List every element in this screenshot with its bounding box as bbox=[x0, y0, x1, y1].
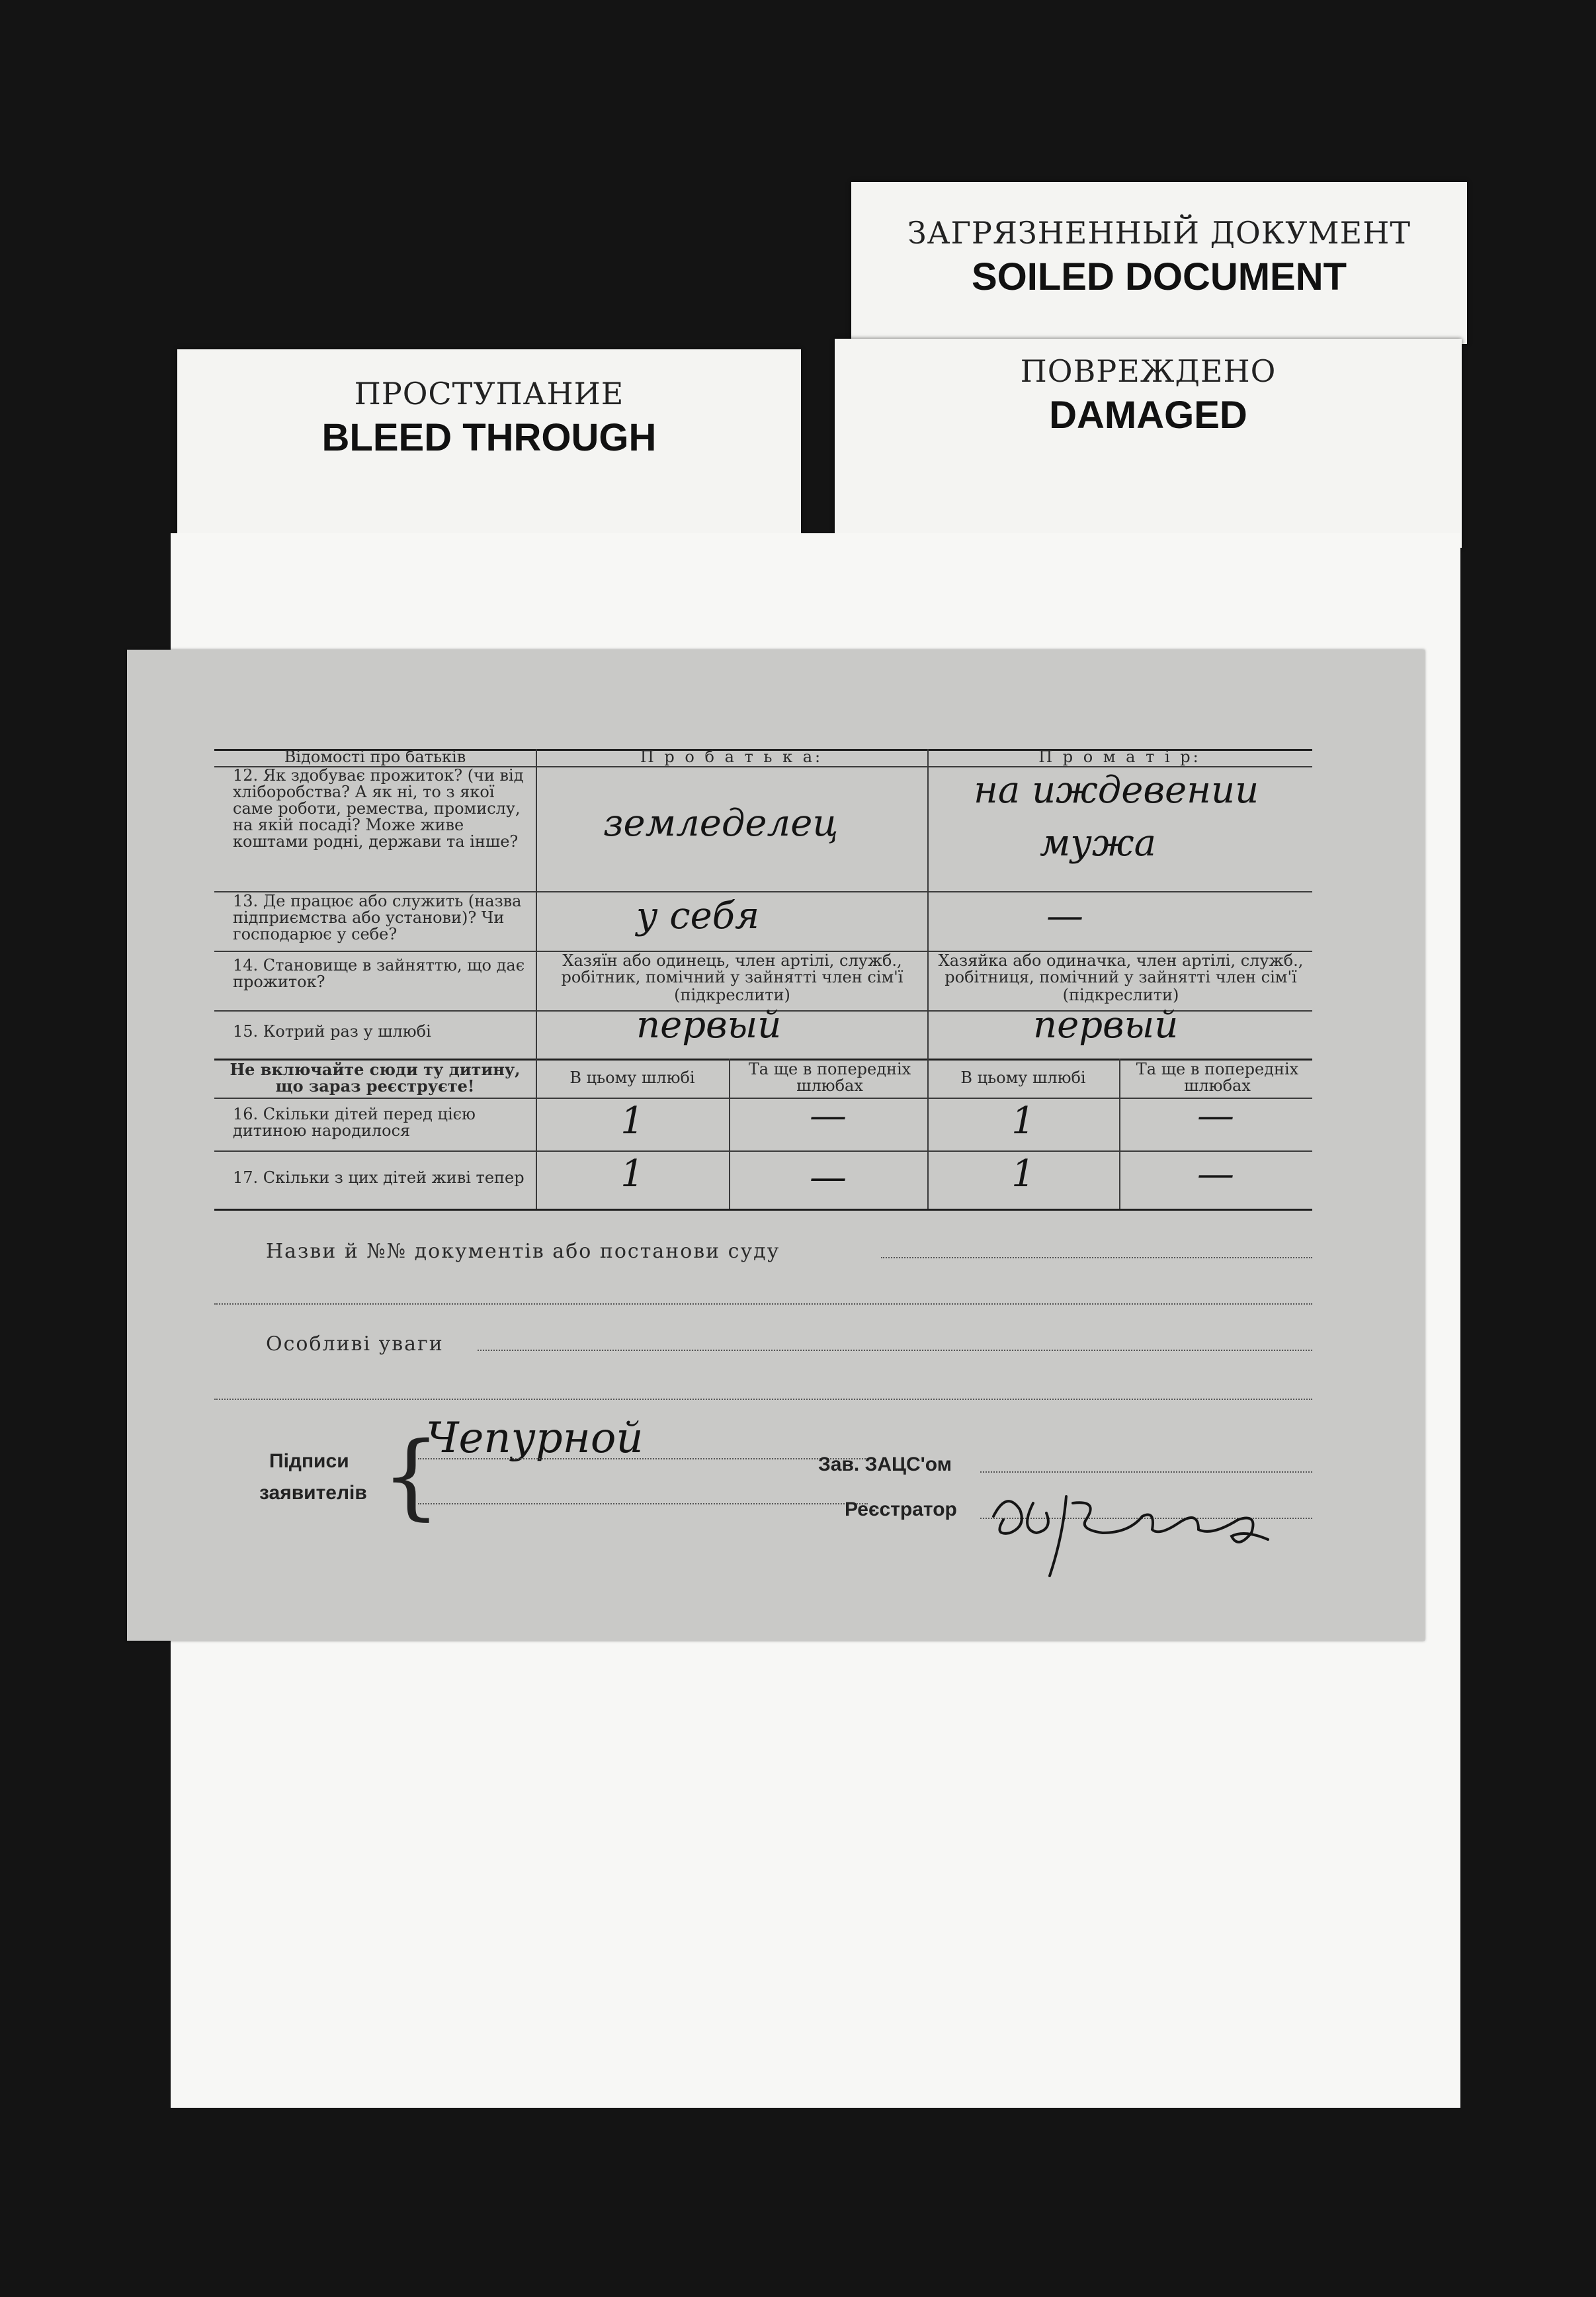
answer-17-mother-prev: — bbox=[1197, 1152, 1234, 1195]
answer-12-mother-1: на иждевении bbox=[974, 769, 1259, 812]
applicant-signature: Чепурной bbox=[426, 1414, 644, 1463]
answer-12-father: земледелец bbox=[603, 802, 839, 845]
bleed-tab-en: BLEED THROUGH bbox=[321, 416, 657, 459]
answer-14-father-note: (підкреслити) bbox=[674, 986, 790, 1004]
answer-16-father-prev: — bbox=[810, 1094, 847, 1137]
answer-14-mother-note: (підкреслити) bbox=[1062, 986, 1179, 1004]
header-mother: П р о м а т і р: bbox=[1038, 748, 1201, 766]
soiled-document-tab bbox=[851, 182, 1467, 344]
answer-17-father-prev: — bbox=[810, 1156, 847, 1199]
signatures-label-2: заявителів bbox=[259, 1482, 367, 1504]
soiled-tab-en: SOILED DOCUMENT bbox=[971, 255, 1347, 298]
form-card bbox=[127, 650, 1425, 1641]
head-label: Зав. ЗАЦС'ом bbox=[818, 1453, 952, 1475]
question-15: 15. Котрий раз у шлюбі bbox=[233, 1022, 431, 1041]
answer-16-mother-prev: — bbox=[1197, 1094, 1234, 1137]
soiled-tab-ru: ЗАГРЯЗНЕННЫЙ ДОКУМЕНТ bbox=[907, 215, 1411, 251]
father-this-marriage-header: В цьому шлюбі bbox=[569, 1068, 695, 1087]
bleed-tab-ru: ПРОСТУПАНИЕ bbox=[354, 376, 624, 412]
signatures-label-1: Підписи bbox=[269, 1450, 349, 1472]
header-father: П р о б а т ь к а: bbox=[640, 748, 823, 766]
answer-16-mother-this: 1 bbox=[1011, 1100, 1035, 1143]
documents-label: Назви й №№ документів або постанови суду bbox=[266, 1240, 780, 1263]
answer-14-father-options: Хазяїн або одинець, член артілі, служб., робітник, помічний у зайнятті член сім'ї bbox=[561, 951, 903, 986]
father-prev-marriage-header: Та ще в попередніх шлюбах bbox=[748, 1060, 911, 1095]
exclude-note: Не включайте сюди ту дитину, що зараз реєструєте! bbox=[230, 1060, 521, 1096]
header-col0: Відомості про батьків bbox=[284, 748, 466, 766]
answer-15-father: первый bbox=[636, 1004, 782, 1047]
question-12: 12. Як здобуває прожиток? (чи від хліборобства? А як ні, то з якої саме роботи, ремества, промислу, на якій посаді? Може живе коштами родні, держави та інше? bbox=[233, 766, 524, 851]
question-17: 17. Скільки з цих дітей живі тепер bbox=[233, 1168, 525, 1187]
question-14: 14. Становище в зайняттю, що дає прожиток? bbox=[233, 956, 525, 991]
damaged-tab-en: DAMAGED bbox=[1049, 394, 1247, 437]
registrar-label: Реєстратор bbox=[845, 1498, 957, 1520]
signature-brace: { bbox=[382, 1422, 441, 1530]
answer-13-mother: — bbox=[1046, 894, 1083, 937]
answer-16-father-this: 1 bbox=[620, 1100, 644, 1143]
answer-12-mother-2: мужа bbox=[1040, 822, 1156, 865]
question-13: 13. Де працює або служить (назва підприємства або установи)? Чи господарює у себе? bbox=[233, 892, 522, 943]
answer-17-mother-this: 1 bbox=[1011, 1152, 1035, 1195]
bleed-through-tab bbox=[177, 349, 801, 548]
damaged-tab-ru: ПОВРЕЖДЕНО bbox=[1020, 353, 1277, 389]
damaged-tab bbox=[835, 339, 1462, 548]
mother-prev-marriage-header: Та ще в попередніх шлюбах bbox=[1136, 1060, 1299, 1095]
answer-13-father: у себя bbox=[636, 894, 760, 937]
question-16: 16. Скільки дітей перед цією дитиною народилося bbox=[233, 1105, 476, 1140]
answer-15-mother: первый bbox=[1033, 1004, 1179, 1047]
registrar-signature bbox=[974, 1477, 1370, 1589]
answer-14-mother-options: Хазяйка або одиначка, член артілі, служб., робітниця, помічний у зайнятті член сім'ї bbox=[938, 951, 1304, 986]
answer-17-father-this: 1 bbox=[620, 1152, 644, 1195]
mother-this-marriage-header: В цьому шлюбі bbox=[960, 1068, 1086, 1087]
notes-label: Особливі уваги bbox=[266, 1332, 444, 1356]
